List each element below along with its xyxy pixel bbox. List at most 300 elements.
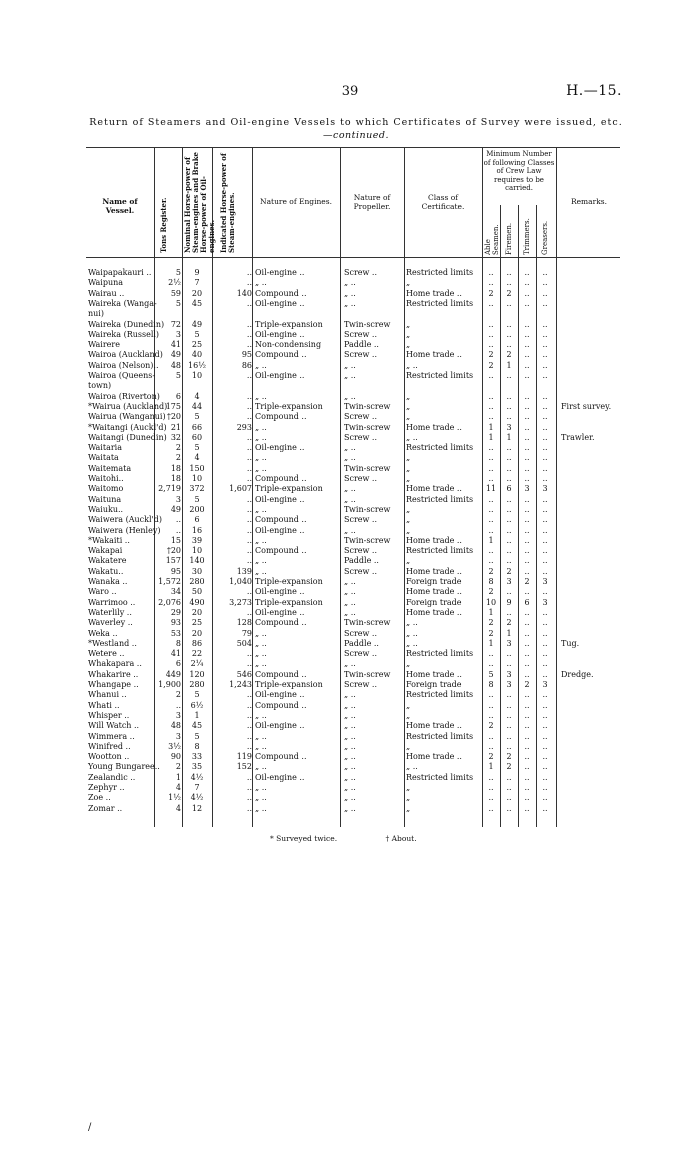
cell-fi: 1 xyxy=(506,360,512,370)
cell-cls: „ .. xyxy=(406,762,418,772)
cell-cls: „ xyxy=(406,319,411,329)
cell-ab: 2 xyxy=(488,360,494,370)
cell-fi: .. xyxy=(506,710,512,720)
cell-tons: 3 xyxy=(175,494,181,504)
cell-ab: .. xyxy=(488,649,494,659)
cell-eng: „ .. xyxy=(255,360,267,370)
cell-tr: .. xyxy=(524,793,530,803)
cell-gr: .. xyxy=(542,360,548,370)
cell-gr: .. xyxy=(542,587,548,597)
cell-ihp: .. xyxy=(246,474,252,483)
cell-prop: „ .. xyxy=(344,597,356,607)
cell-ab: 10 xyxy=(485,597,497,607)
cell-tons: 93 xyxy=(170,618,181,628)
cell-fi: .. xyxy=(506,391,512,401)
cell-prop: „ .. xyxy=(344,453,356,463)
cell-nhp: 10 xyxy=(191,371,203,380)
cell-tons: 2½ xyxy=(168,278,181,288)
cell-cls: „ .. xyxy=(406,432,418,442)
cell-ab: .. xyxy=(488,659,494,669)
cell-nhp: 25 xyxy=(191,618,203,628)
table-row xyxy=(86,587,620,597)
cell-fi: .. xyxy=(506,741,512,751)
cell-prop: „ .. xyxy=(344,391,356,401)
table-row xyxy=(86,443,620,453)
cell-cls: „ xyxy=(406,803,411,813)
cell-prop: Screw .. xyxy=(344,515,377,525)
cell-prop: Twin-screw xyxy=(344,319,391,329)
cell-ihp: .. xyxy=(246,690,252,700)
cell-fi: 1 xyxy=(506,432,512,442)
cell-fi: .. xyxy=(506,607,512,617)
cell-prop: „ .. xyxy=(344,278,356,288)
table-row xyxy=(86,361,620,371)
cell-tons: 59 xyxy=(170,288,181,298)
page-number: 39 xyxy=(341,84,359,99)
cell-gr: 3 xyxy=(542,484,548,494)
cell-prop: Screw .. xyxy=(344,566,377,576)
cell-nhp: 4 xyxy=(194,453,200,463)
table-row xyxy=(86,732,620,742)
cell-ihp: 86 xyxy=(241,360,252,370)
footnotes xyxy=(270,834,463,843)
cell-eng: „ .. xyxy=(255,793,267,803)
cell-tr: .. xyxy=(524,525,530,535)
cell-eng: „ .. xyxy=(255,391,267,401)
table-row xyxy=(86,464,620,474)
cell-nhp: 35 xyxy=(191,762,203,772)
cell-nhp: 50 xyxy=(191,587,203,597)
cell-gr: .. xyxy=(542,288,548,298)
cell-name: Wanaka .. xyxy=(88,577,128,586)
cell-cls: Restricted limits xyxy=(406,268,474,277)
cell-ab: 2 xyxy=(488,721,494,731)
cell-fi: 3 xyxy=(506,422,512,432)
cell-name: Wairoa (Nelson).. xyxy=(88,360,159,370)
cell-ab: 2 xyxy=(488,350,494,360)
cell-tr: .. xyxy=(524,535,530,545)
cell-gr: .. xyxy=(542,422,548,432)
cell-ab: .. xyxy=(488,741,494,751)
cell-name: Zealandic .. xyxy=(88,772,136,782)
cell-gr: .. xyxy=(542,628,548,638)
cell-tons: 157 xyxy=(165,556,181,566)
cell-name: Waterlily .. xyxy=(88,607,132,617)
cell-tr: .. xyxy=(524,783,530,792)
cell-gr: .. xyxy=(542,721,548,731)
cell-ihp: 1,040 xyxy=(229,577,252,586)
cell-cls: Home trade .. xyxy=(406,721,462,731)
cell-cls: Home trade .. xyxy=(406,535,462,545)
cell-nhp: 200 xyxy=(189,504,205,514)
cell-tons: 6 xyxy=(175,659,181,669)
cell-tons: 15 xyxy=(170,535,181,545)
table-row xyxy=(86,577,620,587)
cell-cls: Home trade .. xyxy=(406,484,462,494)
cell-cls: Restricted limits xyxy=(406,443,474,453)
cell-cls: „ xyxy=(406,474,411,483)
cell-nhp: 150 xyxy=(189,463,205,473)
cell-tons: 32 xyxy=(170,432,181,442)
cell-nhp: 7 xyxy=(194,278,200,288)
cell-name: town) xyxy=(88,381,112,391)
table-row xyxy=(86,711,620,721)
cell-ihp: .. xyxy=(246,391,252,401)
cell-gr: .. xyxy=(542,412,548,422)
cell-name: Waipuna xyxy=(88,278,124,288)
cell-name: Waitohi.. xyxy=(88,474,124,483)
cell-gr: .. xyxy=(542,783,548,792)
cell-gr: .. xyxy=(542,340,548,350)
cell-prop: Screw .. xyxy=(344,680,377,689)
cell-ihp: 152 xyxy=(236,762,252,772)
cell-eng: Oil-engine .. xyxy=(255,525,305,535)
cell-cls: Foreign trade xyxy=(406,577,462,586)
cell-gr: .. xyxy=(542,278,548,288)
cell-fi: 2 xyxy=(506,350,512,360)
table-row xyxy=(86,340,620,350)
cell-fi: 3 xyxy=(506,638,512,648)
cell-ab: .. xyxy=(488,319,494,329)
cell-cls: „ xyxy=(406,741,411,751)
cell-cls: „ xyxy=(406,659,411,669)
cell-tons: 41 xyxy=(170,340,181,350)
cell-tr: .. xyxy=(524,762,530,772)
cell-ab: .. xyxy=(488,298,494,308)
cell-eng: Compound .. xyxy=(255,515,307,525)
cell-ab: .. xyxy=(488,371,494,380)
cell-nhp: 4½ xyxy=(190,772,204,782)
cell-name: Wairere xyxy=(88,340,120,350)
cell-nhp: 2¼ xyxy=(190,659,204,669)
cell-name: Whisper .. xyxy=(88,710,130,720)
cell-nhp: 10 xyxy=(191,474,203,483)
cell-fi: .. xyxy=(506,721,512,731)
cell-tr: .. xyxy=(524,288,530,298)
cell-nhp: 10 xyxy=(191,546,203,556)
cell-nhp: 45 xyxy=(191,298,203,308)
cell-fi: .. xyxy=(506,700,512,710)
cell-nhp: 20 xyxy=(191,607,203,617)
cell-cls: Restricted limits xyxy=(406,772,474,782)
cell-ab: 1 xyxy=(488,762,494,772)
cell-cls: Home trade .. xyxy=(406,422,462,432)
cell-name: *Waitangi (Auckl'd) xyxy=(88,422,167,432)
table-row xyxy=(86,299,620,309)
cell-name: Wairoa (Riverton) xyxy=(88,391,160,401)
cell-cls: „ xyxy=(406,556,411,566)
cell-cls: „ xyxy=(406,463,411,473)
cell-name: Zoe .. xyxy=(88,793,111,803)
cell-gr: .. xyxy=(542,463,548,473)
cell-ihp: .. xyxy=(246,783,252,792)
cell-ihp: .. xyxy=(246,401,252,411)
table-row xyxy=(86,412,620,422)
cell-fi: .. xyxy=(506,278,512,288)
table-row xyxy=(86,690,620,700)
cell-tons: 2 xyxy=(175,762,181,772)
header-able-seamen: Able Seamen. xyxy=(484,224,500,255)
table-row xyxy=(86,350,620,360)
cell-ab: 2 xyxy=(488,566,494,576)
cell-nhp: 33 xyxy=(191,752,203,762)
table-row xyxy=(86,423,620,433)
cell-tr: .. xyxy=(524,731,530,741)
cell-nhp: 22 xyxy=(191,649,203,659)
table-row xyxy=(86,629,620,639)
cell-eng: „ .. xyxy=(255,741,267,751)
cell-cls: „ xyxy=(406,453,411,463)
cell-name: *Wairua (Auckland) xyxy=(88,401,168,411)
cell-ab: .. xyxy=(488,443,494,453)
cell-cls: Restricted limits xyxy=(406,649,474,659)
document-reference: H.—15. xyxy=(566,83,622,99)
cell-name: Waipapakauri .. xyxy=(88,268,152,277)
header-indicated-hp: Indicated Horse-power of Steam-engines. xyxy=(219,153,236,253)
cell-tr: .. xyxy=(524,350,530,360)
cell-ihp: 79 xyxy=(241,628,252,638)
cell-tons: 4 xyxy=(175,803,181,813)
header-crew-group: Minimum Number of following Classes of Crew Law requires to be carried. xyxy=(483,150,555,192)
cell-name: Whakapara .. xyxy=(88,659,142,669)
cell-tons: 29 xyxy=(170,607,181,617)
cell-eng: „ .. xyxy=(255,535,267,545)
cell-ihp: .. xyxy=(246,504,252,514)
cell-nhp: 4 xyxy=(194,391,200,401)
cell-gr: .. xyxy=(542,515,548,525)
cell-ab: .. xyxy=(488,710,494,720)
cell-prop: „ .. xyxy=(344,298,356,308)
cell-nhp: 16½ xyxy=(188,360,206,370)
cell-prop: Twin-screw xyxy=(344,669,391,679)
cell-gr: .. xyxy=(542,669,548,679)
cell-cls: Home trade .. xyxy=(406,752,462,762)
cell-ihp: .. xyxy=(246,371,252,380)
cell-tons: 18 xyxy=(170,474,181,483)
cell-tr: .. xyxy=(524,546,530,556)
cell-ihp: .. xyxy=(246,721,252,731)
cell-eng: „ .. xyxy=(255,649,267,659)
cell-fi: 2 xyxy=(506,762,512,772)
cell-tons: .. xyxy=(175,700,181,710)
cell-nhp: 5 xyxy=(194,731,200,741)
cell-nhp: 1 xyxy=(194,710,200,720)
cell-name: Wimmera .. xyxy=(88,731,135,741)
cell-cls: Foreign trade xyxy=(406,680,462,689)
cell-eng: „ .. xyxy=(255,432,267,442)
cell-gr: .. xyxy=(542,329,548,339)
cell-ab: .. xyxy=(488,412,494,422)
cell-prop: „ .. xyxy=(344,710,356,720)
table-row xyxy=(86,742,620,752)
cell-eng: „ .. xyxy=(255,628,267,638)
table-row xyxy=(86,721,620,731)
cell-eng: Compound .. xyxy=(255,669,307,679)
cell-eng: Oil-engine .. xyxy=(255,268,305,277)
cell-gr: .. xyxy=(542,401,548,411)
cell-ab: .. xyxy=(488,340,494,350)
cell-gr: 3 xyxy=(542,680,548,689)
cell-cls: Home trade .. xyxy=(406,607,462,617)
table-row xyxy=(86,309,620,319)
table-row xyxy=(86,773,620,783)
cell-ihp: .. xyxy=(246,525,252,535)
cell-ihp: 139 xyxy=(236,566,252,576)
cell-gr: .. xyxy=(542,793,548,803)
cell-tr: .. xyxy=(524,690,530,700)
cell-rem: First survey. xyxy=(561,401,612,411)
cell-gr: .. xyxy=(542,525,548,535)
cell-prop: „ .. xyxy=(344,371,356,380)
cell-name: Waireka (Russell) xyxy=(88,329,160,339)
cell-nhp: 49 xyxy=(191,319,203,329)
header-firemen: Firemen. xyxy=(505,222,513,255)
table-row xyxy=(86,649,620,659)
cell-name: Waiwera (Henley) xyxy=(88,525,161,535)
cell-ihp: 119 xyxy=(236,752,252,762)
cell-nhp: 9 xyxy=(194,268,200,277)
cell-ihp: .. xyxy=(246,443,252,453)
cell-tons: 1½ xyxy=(168,793,181,803)
cell-tr: .. xyxy=(524,401,530,411)
cell-prop: Twin-screw xyxy=(344,422,391,432)
cell-name: Wairua (Wanganui) xyxy=(88,412,166,422)
table-row xyxy=(86,680,620,690)
cell-fi: .. xyxy=(506,546,512,556)
header-trimmers: Trimmers. xyxy=(523,218,531,255)
cell-prop: „ .. xyxy=(344,494,356,504)
cell-ab: .. xyxy=(488,391,494,401)
cell-fi: 3 xyxy=(506,577,512,586)
cell-prop: Screw .. xyxy=(344,350,377,360)
cell-tons: 90 xyxy=(170,752,181,762)
cell-prop: „ .. xyxy=(344,803,356,813)
cell-ab: .. xyxy=(488,783,494,792)
margin-mark: / xyxy=(88,1122,92,1133)
cell-ab: .. xyxy=(488,690,494,700)
cell-nhp: 40 xyxy=(191,350,203,360)
cell-prop: „ .. xyxy=(344,783,356,792)
cell-fi: .. xyxy=(506,371,512,380)
cell-ihp: .. xyxy=(246,803,252,813)
cell-eng: Compound .. xyxy=(255,288,307,298)
cell-tons: .. xyxy=(175,515,181,525)
cell-name: Waitemata xyxy=(88,463,132,473)
cell-tr: .. xyxy=(524,412,530,422)
cell-fi: 9 xyxy=(506,597,512,607)
table-row xyxy=(86,268,620,278)
cell-gr: .. xyxy=(542,618,548,628)
cell-cls: „ xyxy=(406,710,411,720)
cell-ab: .. xyxy=(488,700,494,710)
cell-cls: Home trade .. xyxy=(406,566,462,576)
cell-ihp: .. xyxy=(246,546,252,556)
cell-fi: .. xyxy=(506,463,512,473)
cell-tons: 3 xyxy=(175,329,181,339)
cell-eng: „ .. xyxy=(255,453,267,463)
cell-tr: .. xyxy=(524,700,530,710)
return-table xyxy=(86,147,620,827)
cell-gr: 3 xyxy=(542,597,548,607)
cell-tons: 49 xyxy=(170,350,181,360)
cell-fi: .. xyxy=(506,793,512,803)
cell-tr: .. xyxy=(524,453,530,463)
cell-tons: 48 xyxy=(170,721,181,731)
cell-ab: .. xyxy=(488,494,494,504)
table-row xyxy=(86,474,620,484)
cell-tons: 2,719 xyxy=(158,484,181,494)
cell-ab: 8 xyxy=(488,680,494,689)
cell-ihp: .. xyxy=(246,741,252,751)
cell-eng: Compound .. xyxy=(255,350,307,360)
cell-eng: Oil-engine .. xyxy=(255,607,305,617)
cell-ab: 1 xyxy=(488,432,494,442)
header-rule xyxy=(86,257,620,258)
table-row xyxy=(86,762,620,772)
cell-name: Zomar .. xyxy=(88,803,123,813)
cell-ihp: 504 xyxy=(236,638,252,648)
cell-eng: Compound .. xyxy=(255,618,307,628)
header-remarks: Remarks. xyxy=(570,197,608,206)
cell-cls: „ xyxy=(406,793,411,803)
cell-nhp: 60 xyxy=(191,432,203,442)
cell-tons: †20 xyxy=(166,546,181,556)
table-row xyxy=(86,608,620,618)
cell-tr: 3 xyxy=(524,484,530,494)
cell-ab: .. xyxy=(488,515,494,525)
cell-prop: „ .. xyxy=(344,762,356,772)
cell-nhp: 120 xyxy=(189,669,205,679)
cell-tr: .. xyxy=(524,638,530,648)
cell-rem: Trawler. xyxy=(561,432,595,442)
cell-tr: .. xyxy=(524,515,530,525)
cell-prop: „ .. xyxy=(344,288,356,298)
cell-ab: .. xyxy=(488,546,494,556)
cell-ab: .. xyxy=(488,453,494,463)
cell-prop: Screw .. xyxy=(344,432,377,442)
cell-cls: „ xyxy=(406,515,411,525)
cell-ab: 2 xyxy=(488,628,494,638)
cell-tons: 1 xyxy=(175,772,181,782)
cell-name: Waireka (Dunedin) xyxy=(88,319,165,329)
cell-tons: 2 xyxy=(175,453,181,463)
cell-prop: Screw .. xyxy=(344,546,377,556)
cell-ihp: .. xyxy=(246,607,252,617)
cell-fi: .. xyxy=(506,298,512,308)
header-propeller: Nature of Propeller. xyxy=(353,193,391,211)
cell-eng: Compound .. xyxy=(255,474,307,483)
cell-gr: .. xyxy=(542,649,548,659)
table-row xyxy=(86,793,620,803)
cell-nhp: 45 xyxy=(191,721,203,731)
cell-nhp: 140 xyxy=(189,556,205,566)
cell-prop: „ .. xyxy=(344,700,356,710)
cell-eng: Compound .. xyxy=(255,546,307,556)
cell-fi: .. xyxy=(506,772,512,782)
cell-tons: 2 xyxy=(175,443,181,453)
cell-tr: .. xyxy=(524,556,530,566)
cell-eng: „ .. xyxy=(255,556,267,566)
cell-fi: 3 xyxy=(506,680,512,689)
cell-nhp: 30 xyxy=(191,566,203,576)
cell-name: Young Bungaree.. xyxy=(88,762,160,772)
cell-prop: Screw .. xyxy=(344,268,377,277)
cell-ihp: .. xyxy=(246,772,252,782)
title-main: Return of Steamers and Oil-engine Vessels to which Certificates of Survey were issued, etc. xyxy=(89,117,623,128)
cell-tons: 72 xyxy=(170,319,181,329)
cell-ihp: .. xyxy=(246,659,252,669)
cell-name: nui) xyxy=(88,309,104,319)
